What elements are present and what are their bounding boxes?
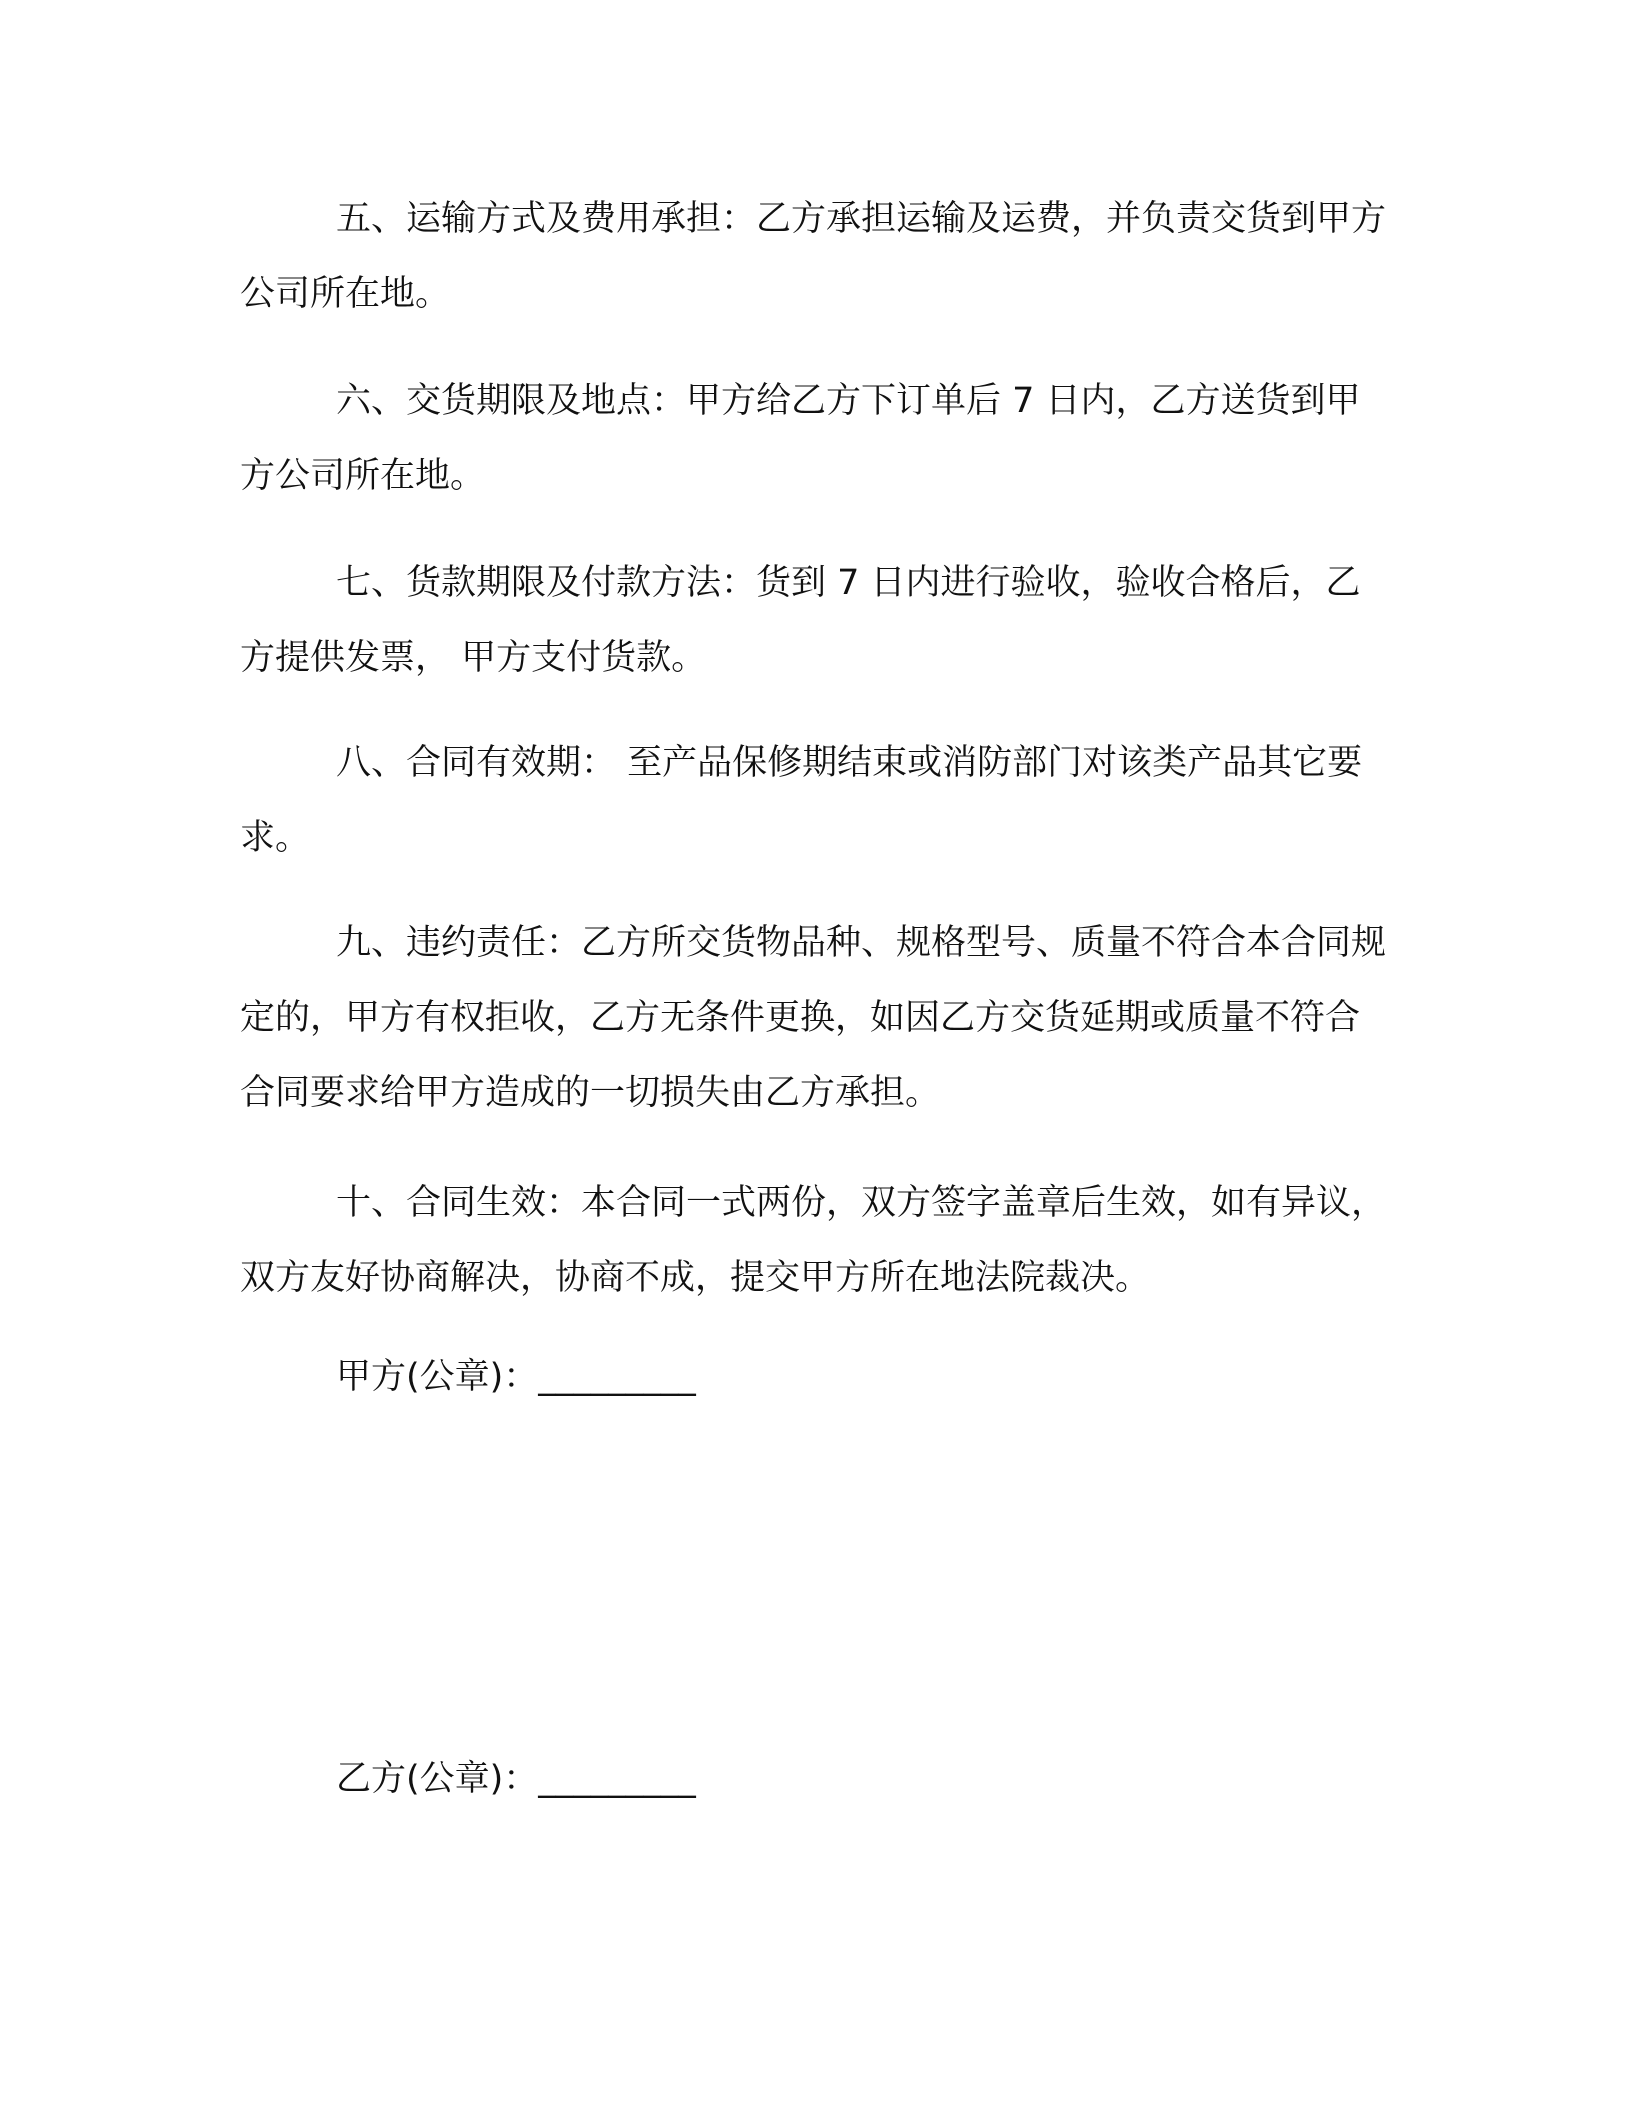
clause-8 bbox=[240, 726, 1390, 876]
clause-10-text: 十、合同生效：本合同一式两份，双方签字盖章后生效，如有异议，双方友好协商解决，协商不成，提交甲方所在地法院裁决。 bbox=[240, 1183, 1387, 1298]
clause-5 bbox=[240, 182, 1390, 332]
party-a-signature-line: 甲方(公章)：_________ bbox=[336, 1357, 696, 1397]
clause-5-text: 五、运输方式及费用承担：乙方承担运输及运费，并负责交货到甲方公司所在地。 bbox=[240, 199, 1387, 314]
clause-7-text: 七、货款期限及付款方法：货到 7 日内进行验收，验收合格后，乙方提供发票， 甲方支付货款。 bbox=[240, 563, 1361, 678]
clause-6-text: 六、交货期限及地点：甲方给乙方下订单后 7 日内，乙方送货到甲方公司所在地。 bbox=[240, 381, 1361, 496]
clause-10 bbox=[240, 1166, 1390, 1316]
clause-8-text: 八、合同有效期： 至产品保修期结束或消防部门对该类产品其它要求。 bbox=[240, 743, 1363, 858]
clause-9-text: 九、违约责任：乙方所交货物品种、规格型号、质量不符合本合同规定的，甲方有权拒收，乙方无条件更换，如因乙方交货延期或质量不符合合同要求给甲方造成的一切损失由乙方承担。 bbox=[240, 923, 1387, 1113]
clause-9 bbox=[240, 906, 1390, 1131]
party-b-signature-line: 乙方(公章)：_________ bbox=[336, 1759, 696, 1799]
clause-7 bbox=[240, 546, 1390, 696]
clause-6 bbox=[240, 364, 1390, 514]
